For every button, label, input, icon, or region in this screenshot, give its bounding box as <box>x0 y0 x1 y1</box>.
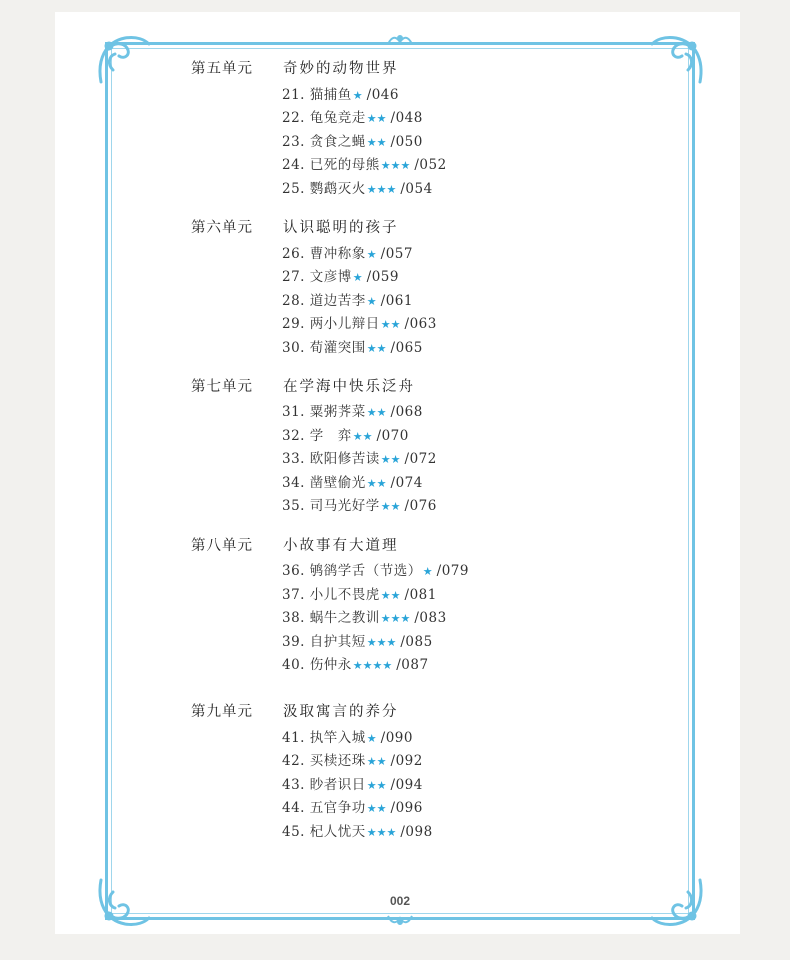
difficulty-stars-icon: ★★ <box>380 453 401 466</box>
lesson-title: 道边苦李 <box>309 293 366 309</box>
lesson-title: 杞人忧天 <box>309 824 366 840</box>
page-ref: /070 <box>376 428 409 444</box>
page-ref: /081 <box>404 587 437 603</box>
page-ref: /087 <box>396 657 429 673</box>
toc-entry[interactable] <box>282 289 413 309</box>
page-ref: /059 <box>366 269 399 285</box>
difficulty-stars-icon: ★★ <box>366 477 387 490</box>
toc-entry[interactable] <box>282 773 423 793</box>
lesson-title: 小儿不畏虎 <box>309 587 380 603</box>
difficulty-stars-icon: ★ <box>366 295 377 308</box>
page-ref: /090 <box>380 730 413 746</box>
toc-entry[interactable] <box>282 265 399 285</box>
lesson-title: 司马光好学 <box>309 498 380 514</box>
flourish-corner-icon <box>93 872 153 932</box>
page-ref: /079 <box>436 563 469 579</box>
toc-entry[interactable] <box>282 424 409 444</box>
page-ref: /085 <box>400 634 433 650</box>
lesson-number: 26. <box>282 246 305 262</box>
page-ref: /050 <box>390 134 423 150</box>
toc-entry[interactable] <box>282 494 437 514</box>
unit-title: 奇妙的动物世界 <box>283 61 399 77</box>
difficulty-stars-icon: ★★ <box>366 112 387 125</box>
lesson-number: 29. <box>282 316 305 332</box>
lesson-number: 21. <box>282 87 305 103</box>
unit-title: 汲取寓言的养分 <box>283 704 399 720</box>
flourish-top-icon <box>386 34 414 46</box>
lesson-title: 五官争功 <box>309 800 366 816</box>
lesson-title: 买椟还珠 <box>309 753 366 769</box>
unit-heading <box>191 700 399 721</box>
page-ref: /094 <box>390 777 423 793</box>
difficulty-stars-icon: ★★★ <box>366 183 397 196</box>
unit-label: 第五单元 <box>191 61 253 77</box>
difficulty-stars-icon: ★ <box>366 248 377 261</box>
lesson-number: 25. <box>282 181 305 197</box>
page-ref: /068 <box>390 404 423 420</box>
lesson-number: 35. <box>282 498 305 514</box>
toc-entry[interactable] <box>282 471 423 491</box>
lesson-title: 鹦鹉灭火 <box>309 181 366 197</box>
unit-title: 在学海中快乐泛舟 <box>283 379 415 395</box>
toc-entry[interactable] <box>282 820 433 840</box>
lesson-number: 40. <box>282 657 305 673</box>
lesson-number: 36. <box>282 563 305 579</box>
lesson-number: 27. <box>282 269 305 285</box>
toc-entry[interactable] <box>282 400 423 420</box>
lesson-title: 曹冲称象 <box>309 246 366 262</box>
lesson-number: 44. <box>282 800 305 816</box>
toc-entry[interactable] <box>282 130 423 150</box>
page-ref: /052 <box>414 157 447 173</box>
toc-entry[interactable] <box>282 749 423 769</box>
lesson-number: 33. <box>282 451 305 467</box>
toc-entry[interactable] <box>282 242 413 262</box>
flourish-bottom-icon <box>386 914 414 926</box>
page-ref: /063 <box>404 316 437 332</box>
unit-title: 认识聪明的孩子 <box>283 220 399 236</box>
lesson-number: 23. <box>282 134 305 150</box>
flourish-corner-icon <box>93 30 153 90</box>
toc-entry[interactable] <box>282 312 437 332</box>
lesson-title: 鸲鹆学舌（节选） <box>309 563 422 579</box>
toc-entry[interactable] <box>282 83 399 103</box>
lesson-title: 蜗牛之教训 <box>309 610 380 626</box>
flourish-corner-icon <box>648 30 708 90</box>
toc-entry[interactable] <box>282 583 437 603</box>
unit-heading <box>191 375 415 396</box>
difficulty-stars-icon: ★★ <box>366 802 387 815</box>
unit-heading <box>191 534 399 555</box>
unit-label: 第七单元 <box>191 379 253 395</box>
unit-label: 第八单元 <box>191 538 253 554</box>
difficulty-stars-icon: ★★ <box>380 500 401 513</box>
lesson-title: 两小儿辩日 <box>309 316 380 332</box>
lesson-title: 自护其短 <box>309 634 366 650</box>
page-ref: /083 <box>414 610 447 626</box>
difficulty-stars-icon: ★★★ <box>380 159 411 172</box>
lesson-number: 42. <box>282 753 305 769</box>
difficulty-stars-icon: ★ <box>352 89 363 102</box>
lesson-number: 31. <box>282 404 305 420</box>
page-ref: /054 <box>400 181 433 197</box>
lesson-number: 43. <box>282 777 305 793</box>
toc-entry[interactable] <box>282 447 437 467</box>
lesson-number: 34. <box>282 475 305 491</box>
unit-title: 小故事有大道理 <box>283 538 399 554</box>
toc-entry[interactable] <box>282 653 429 673</box>
lesson-title: 学 弈 <box>309 428 352 444</box>
lesson-title: 凿壁偷光 <box>309 475 366 491</box>
lesson-title: 龟兔竞走 <box>309 110 366 126</box>
difficulty-stars-icon: ★★ <box>366 136 387 149</box>
page-ref: /092 <box>390 753 423 769</box>
toc-entry[interactable] <box>282 630 433 650</box>
page-ref: /065 <box>390 340 423 356</box>
difficulty-stars-icon: ★★★ <box>380 612 411 625</box>
difficulty-stars-icon: ★★★★ <box>352 659 393 672</box>
difficulty-stars-icon: ★ <box>366 732 377 745</box>
lesson-title: 荀灌突围 <box>309 340 366 356</box>
toc-entry[interactable] <box>282 606 447 626</box>
lesson-title: 已死的母熊 <box>309 157 380 173</box>
lesson-number: 32. <box>282 428 305 444</box>
difficulty-stars-icon: ★★ <box>380 589 401 602</box>
lesson-number: 39. <box>282 634 305 650</box>
difficulty-stars-icon: ★★ <box>366 406 387 419</box>
toc-entry[interactable] <box>282 559 469 579</box>
lesson-title: 粟粥荠菜 <box>309 404 366 420</box>
lesson-title: 文彦博 <box>309 269 352 285</box>
page-ref: /046 <box>366 87 399 103</box>
lesson-number: 30. <box>282 340 305 356</box>
lesson-number: 37. <box>282 587 305 603</box>
toc-entry[interactable] <box>282 177 433 197</box>
unit-heading <box>191 57 399 78</box>
difficulty-stars-icon: ★ <box>422 565 433 578</box>
lesson-title: 贪食之蝇 <box>309 134 366 150</box>
difficulty-stars-icon: ★★★ <box>366 636 397 649</box>
toc-entry[interactable] <box>282 153 447 173</box>
page-number: 002 <box>389 894 411 908</box>
page-ref: /074 <box>390 475 423 491</box>
toc-entry[interactable] <box>282 336 423 356</box>
page-ref: /098 <box>400 824 433 840</box>
toc-entry[interactable] <box>282 796 423 816</box>
toc-entry[interactable] <box>282 726 413 746</box>
page-ref: /072 <box>404 451 437 467</box>
page-ref: /076 <box>404 498 437 514</box>
difficulty-stars-icon: ★★ <box>366 779 387 792</box>
page-ref: /057 <box>380 246 413 262</box>
unit-label: 第六单元 <box>191 220 253 236</box>
toc-entry[interactable] <box>282 106 423 126</box>
page-ref: /061 <box>380 293 413 309</box>
flourish-corner-icon <box>648 872 708 932</box>
lesson-title: 眇者识日 <box>309 777 366 793</box>
unit-label: 第九单元 <box>191 704 253 720</box>
lesson-number: 22. <box>282 110 305 126</box>
difficulty-stars-icon: ★★ <box>380 318 401 331</box>
page-ref: /096 <box>390 800 423 816</box>
lesson-title: 伤仲永 <box>309 657 352 673</box>
difficulty-stars-icon: ★★ <box>366 755 387 768</box>
lesson-number: 28. <box>282 293 305 309</box>
lesson-number: 41. <box>282 730 305 746</box>
lesson-title: 欧阳修苦读 <box>309 451 380 467</box>
difficulty-stars-icon: ★★★ <box>366 826 397 839</box>
unit-heading <box>191 216 399 237</box>
difficulty-stars-icon: ★★ <box>366 342 387 355</box>
lesson-number: 38. <box>282 610 305 626</box>
difficulty-stars-icon: ★★ <box>352 430 373 443</box>
lesson-title: 猫捕鱼 <box>309 87 352 103</box>
page-ref: /048 <box>390 110 423 126</box>
lesson-title: 执竿入城 <box>309 730 366 746</box>
lesson-number: 24. <box>282 157 305 173</box>
difficulty-stars-icon: ★ <box>352 271 363 284</box>
lesson-number: 45. <box>282 824 305 840</box>
